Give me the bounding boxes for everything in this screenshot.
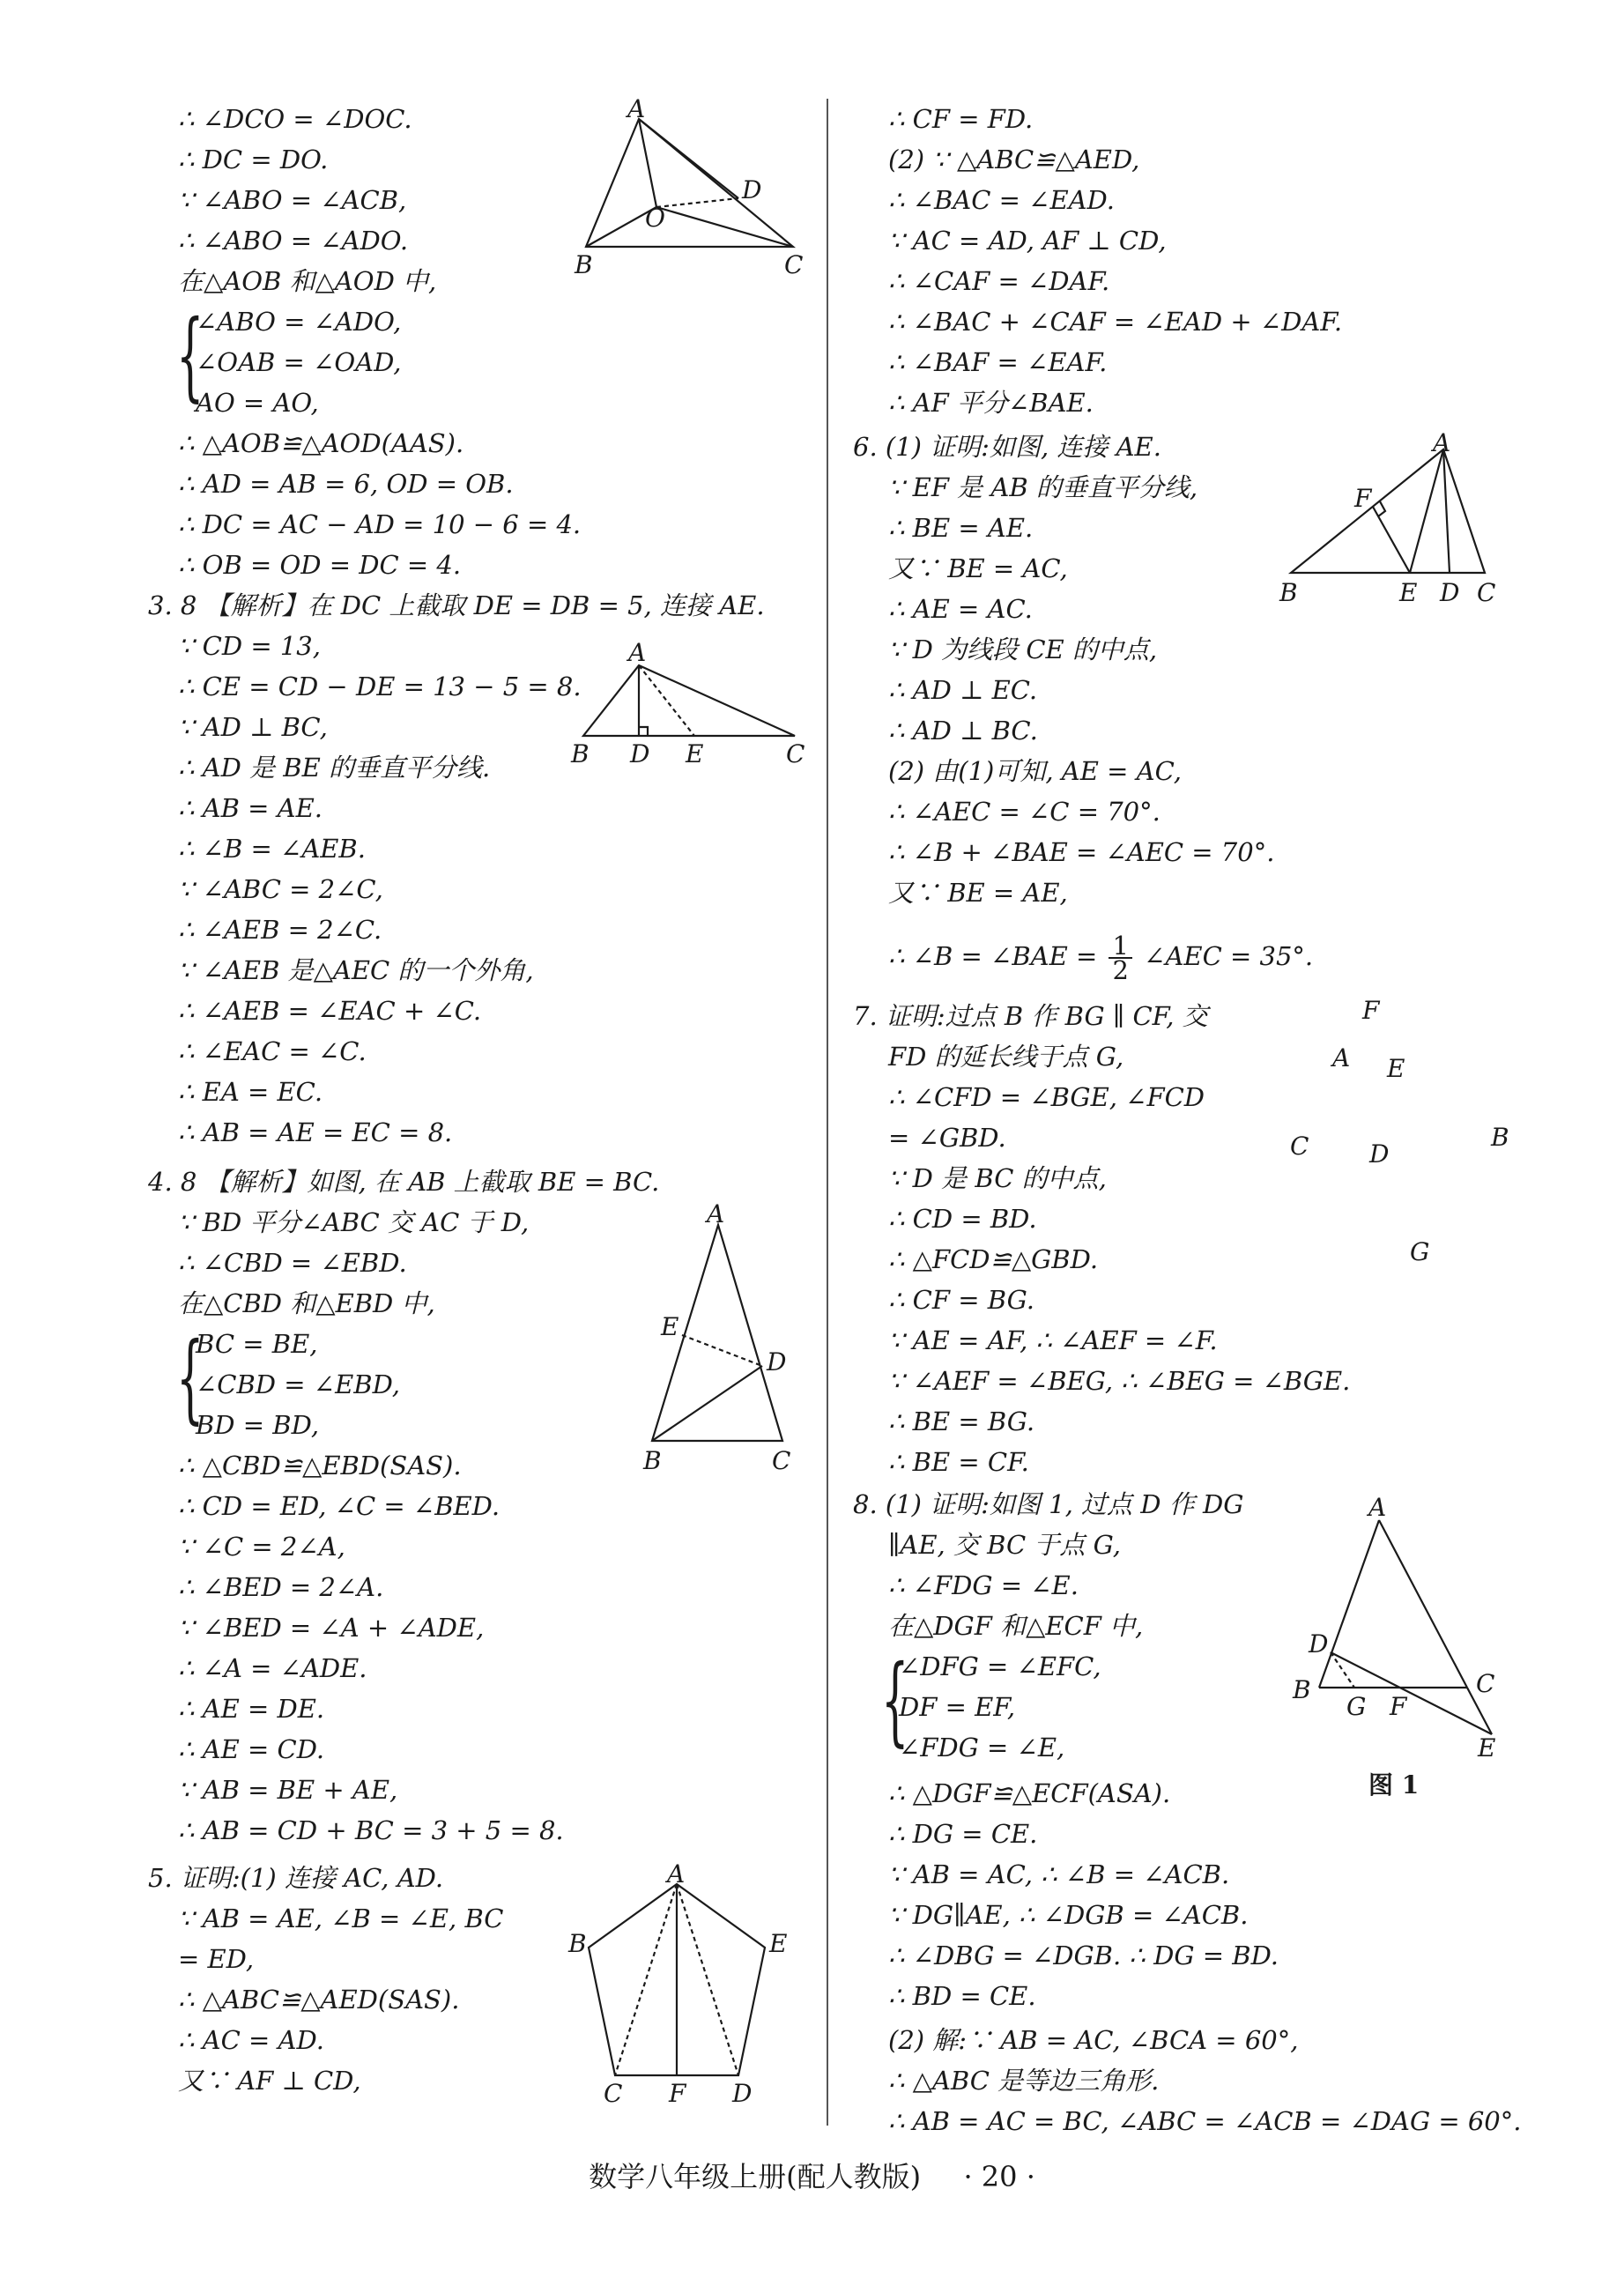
point-label: E (686, 739, 704, 768)
point-label: G (1346, 1692, 1367, 1721)
text-line: ∴ ∠AEB = ∠EAC + ∠C. (178, 996, 482, 1026)
point-label: E (769, 1929, 788, 1958)
text-line: ∵ D 为线段 CE 的中点, (888, 634, 1158, 664)
text-line: ∠CBD = ∠EBD, (196, 1369, 400, 1399)
point-label: B (1279, 578, 1298, 607)
page-number: · 20 · (963, 2160, 1035, 2193)
text-line: ∴ AB = AC = BC, ∠ABC = ∠ACB = ∠DAG = 60°. (888, 2106, 1522, 2136)
text-line: ∴ AB = AE. (178, 793, 323, 823)
text-line: 又∵ BE = AC, (888, 553, 1068, 583)
point-label: D (742, 175, 762, 204)
text-line: ∵ ∠AEB 是△AEC 的一个外角, (178, 955, 534, 985)
figure-problem-7 (1278, 996, 1507, 1269)
text-line: 在△DGF 和△ECF 中, (888, 1611, 1144, 1641)
text-line: ∵ ∠AEF = ∠BEG, ∴ ∠BEG = ∠BGE. (888, 1366, 1351, 1396)
text-line: ∴ AD = AB = 6, OD = OB. (178, 469, 514, 499)
text-line: ∴ AE = AC. (888, 594, 1033, 624)
point-label: D (1440, 578, 1460, 607)
text-line: ∴ CD = ED, ∠C = ∠BED. (178, 1491, 501, 1521)
text-line: ∴ AF 平分∠BAE. (888, 388, 1094, 418)
point-label: C (772, 1446, 791, 1475)
figure-problem-8 (1291, 1489, 1520, 1807)
point-label: D (630, 739, 650, 768)
fraction-numerator: 1 (1109, 934, 1131, 959)
brace: { (881, 1644, 909, 1756)
point-label: B (1491, 1123, 1509, 1152)
point-label: C (1476, 1669, 1495, 1698)
text-line: = ED, (178, 1944, 255, 1974)
text-line: ∴ △CBD≌△EBD(SAS). (178, 1451, 462, 1480)
text-line: ∴ AB = CD + BC = 3 + 5 = 8. (178, 1815, 564, 1845)
text-line: ∴ AD 是 BE 的垂直平分线. (178, 753, 491, 783)
text-line: ∵ CD = 13, (178, 631, 321, 661)
figure-triangle-altitude (564, 634, 811, 767)
point-label: C (786, 739, 805, 768)
text-line: ∴ ∠BED = 2∠A. (178, 1572, 384, 1602)
point-label: D (767, 1347, 787, 1377)
point-label: A (1433, 428, 1451, 457)
column-divider (827, 99, 828, 2126)
text-line: ∴ ∠CAF = ∠DAF. (888, 266, 1110, 296)
figure-pentagon (560, 1859, 806, 2108)
text-line: AO = AO, (196, 388, 319, 418)
text-line: BD = BD, (196, 1410, 320, 1440)
point-label: F (669, 2079, 686, 2108)
figure-triangle-perpendicular (1269, 428, 1516, 608)
text-line: (2) 解:∵ AB = AC, ∠BCA = 60°, (888, 2025, 1299, 2055)
text-line: ∴ ∠DCO = ∠DOC. (178, 104, 412, 134)
text-line: ∴ AD ⊥ BC. (888, 716, 1038, 746)
text-line: BC = BE, (196, 1329, 318, 1359)
point-label: B (568, 1929, 587, 1958)
text-line: ∴ ∠BAF = ∠EAF. (888, 347, 1108, 377)
point-label: C (604, 2079, 623, 2108)
text-line: ∵ D 是 BC 的中点, (888, 1163, 1107, 1193)
text-line: ∴ ∠B + ∠BAE = ∠AEC = 70°. (888, 837, 1275, 867)
brace: { (176, 299, 204, 412)
point-label: A (1368, 1493, 1387, 1522)
text-line: ∴ ∠ABO = ∠ADO. (178, 226, 409, 256)
text-segment: ∴ ∠B = ∠BAE = (888, 941, 1098, 971)
figure-triangle-aob (564, 94, 811, 286)
text-line: ∠OAB = ∠OAD, (196, 347, 402, 377)
point-label: F (1354, 484, 1372, 513)
text-line: ∴ BE = CF. (888, 1447, 1029, 1477)
fraction-denominator: 2 (1112, 955, 1129, 985)
text-line: 7. 证明:过点 B 作 BG ∥ CF, 交 (853, 1001, 1208, 1031)
text-line: ∥AE, 交 BC 于点 G, (888, 1530, 1121, 1560)
text-line: ∴ BE = BG. (888, 1406, 1035, 1436)
text-line: 在△CBD 和△EBD 中, (178, 1288, 435, 1318)
text-line: ∵ ∠C = 2∠A, (178, 1532, 345, 1562)
point-label: A (627, 94, 646, 123)
figure-triangle-bisector (634, 1199, 811, 1476)
point-label: F (1362, 996, 1380, 1025)
point-label: B (571, 739, 590, 768)
point-label: D (1369, 1139, 1390, 1169)
text-line: ∴ AE = CD. (178, 1734, 325, 1764)
text-line: ∴ AE = DE. (178, 1694, 325, 1724)
point-label: O (645, 204, 665, 233)
text-line: ∴ ∠CFD = ∠BGE, ∠FCD (888, 1082, 1205, 1112)
point-label: B (643, 1446, 662, 1475)
page-footer (0, 2155, 1624, 2195)
text-line: ∴ DC = AC − AD = 10 − 6 = 4. (178, 509, 582, 539)
text-line: ∴ DC = DO. (178, 145, 329, 174)
text-line: ∴ CD = BD. (888, 1204, 1037, 1234)
point-label: E (1399, 578, 1418, 607)
text-line: ∴ ∠AEB = 2∠C. (178, 915, 382, 945)
text-line: ∴ BE = AE. (888, 513, 1034, 543)
text-line: = ∠GBD. (888, 1123, 1006, 1153)
point-label: G (1410, 1237, 1430, 1266)
text-line: ∴ DG = CE. (888, 1819, 1038, 1849)
text-line: ∴ AC = AD. (178, 2025, 324, 2055)
point-label: A (707, 1199, 725, 1228)
text-line: 3. 8 【解析】在 DC 上截取 DE = DB = 5, 连接 AE. (148, 590, 765, 620)
brace: { (176, 1321, 204, 1434)
text-line: (2) 由(1)可知, AE = AC, (888, 756, 1182, 786)
figure-caption: 图 1 (1368, 1770, 1420, 1800)
point-label: A (628, 638, 647, 667)
text-line: ∴ △ABC≌△AED(SAS). (178, 1985, 460, 2015)
text-line: ∴ ∠DBG = ∠DGB. ∴ DG = BD. (888, 1941, 1279, 1970)
text-line: 又∵ BE = AE, (888, 878, 1068, 908)
point-label: C (1477, 578, 1496, 607)
text-line: FD 的延长线于点 G, (888, 1042, 1124, 1072)
text-line: ∴ BD = CE. (888, 1981, 1036, 2011)
text-line: ∴ CE = CD − DE = 13 − 5 = 8. (178, 672, 582, 701)
text-line: 5. 证明:(1) 连接 AC, AD. (148, 1863, 444, 1893)
text-line: 6. (1) 证明:如图, 连接 AE. (853, 432, 1161, 462)
text-line: ∴ ∠BAC + ∠CAF = ∠EAD + ∠DAF. (888, 307, 1343, 337)
text-line: ∴ ∠BAC = ∠EAD. (888, 185, 1115, 215)
text-segment: ∠AEC = 35°. (1144, 941, 1314, 971)
text-line: ∴ △DGF≌△ECF(ASA). (888, 1778, 1171, 1808)
text-line: ∴ △AOB≌△AOD(AAS). (178, 428, 464, 458)
text-line: ∵ DG∥AE, ∴ ∠DGB = ∠ACB. (888, 1900, 1249, 1930)
point-label: E (661, 1312, 679, 1341)
text-line: ∵ AB = AE, ∠B = ∠E, BC (178, 1903, 504, 1933)
text-line: 8. (1) 证明:如图 1, 过点 D 作 DG (853, 1489, 1244, 1519)
point-label: A (1332, 1043, 1351, 1072)
text-line: ∴ △FCD≌△GBD. (888, 1244, 1099, 1274)
text-line: ∵ AC = AD, AF ⊥ CD, (888, 226, 1167, 256)
point-label: B (1293, 1675, 1311, 1704)
point-label: E (1478, 1733, 1496, 1762)
text-line: ∵ ∠ABC = 2∠C, (178, 874, 383, 904)
text-line: ∵ ∠ABO = ∠ACB, (178, 185, 407, 215)
text-line: DF = EF, (899, 1692, 1016, 1722)
point-label: F (1390, 1692, 1407, 1721)
text-line: ∴ EA = EC. (178, 1077, 323, 1107)
text-line: ∵ BD 平分∠ABC 交 AC 于 D, (178, 1207, 530, 1237)
point-label: E (1387, 1054, 1405, 1083)
text-line: ∵ AD ⊥ BC, (178, 712, 328, 742)
point-label: C (1290, 1132, 1309, 1161)
text-line: ∴ AB = AE = EC = 8. (178, 1117, 453, 1147)
text-line: ∴ ∠AEC = ∠C = 70°. (888, 797, 1161, 827)
text-line: ∴ AD ⊥ EC. (888, 675, 1038, 705)
text-line: 4. 8 【解析】如图, 在 AB 上截取 BE = BC. (148, 1167, 660, 1197)
text-line: ∵ AE = AF, ∴ ∠AEF = ∠F. (888, 1325, 1218, 1355)
text-line: (2) ∵ △ABC≌△AED, (888, 145, 1140, 174)
text-line: ∴ OB = OD = DC = 4. (178, 550, 462, 580)
book-title: 数学八年级上册(配人教版) (589, 2160, 922, 2193)
point-label: C (784, 250, 804, 279)
text-line: ∴ CF = FD. (888, 104, 1034, 134)
fraction (1109, 931, 1131, 985)
text-line: ∵ EF 是 AB 的垂直平分线, (888, 472, 1198, 502)
point-label: D (1309, 1629, 1329, 1659)
text-line: ∴ CF = BG. (888, 1285, 1034, 1315)
text-line: ∵ AB = BE + AE, (178, 1775, 398, 1805)
text-line: ∴ ∠CBD = ∠EBD. (178, 1248, 407, 1278)
point-label: B (575, 250, 593, 279)
text-line: ∴ ∠A = ∠ADE. (178, 1653, 367, 1683)
text-line: ∵ ∠BED = ∠A + ∠ADE, (178, 1613, 485, 1643)
text-line: ∴ △ABC 是等边三角形. (888, 2066, 1160, 2096)
point-label: A (667, 1859, 686, 1889)
text-line: ∴ ∠B = ∠AEB. (178, 834, 366, 864)
text-line: ∠DFG = ∠EFC, (899, 1651, 1101, 1681)
text-line: ∴ ∠EAC = ∠C. (178, 1036, 367, 1066)
text-line: ∵ AB = AC, ∴ ∠B = ∠ACB. (888, 1859, 1230, 1889)
text-line: ∠FDG = ∠E, (899, 1733, 1065, 1762)
text-line: 又∵ AF ⊥ CD, (178, 2066, 361, 2096)
text-line: 在△AOB 和△AOD 中, (178, 266, 437, 296)
fraction-line (888, 931, 1314, 985)
point-label: D (732, 2079, 753, 2108)
text-line: ∠ABO = ∠ADO, (196, 307, 402, 337)
text-line: ∴ ∠FDG = ∠E. (888, 1570, 1079, 1600)
